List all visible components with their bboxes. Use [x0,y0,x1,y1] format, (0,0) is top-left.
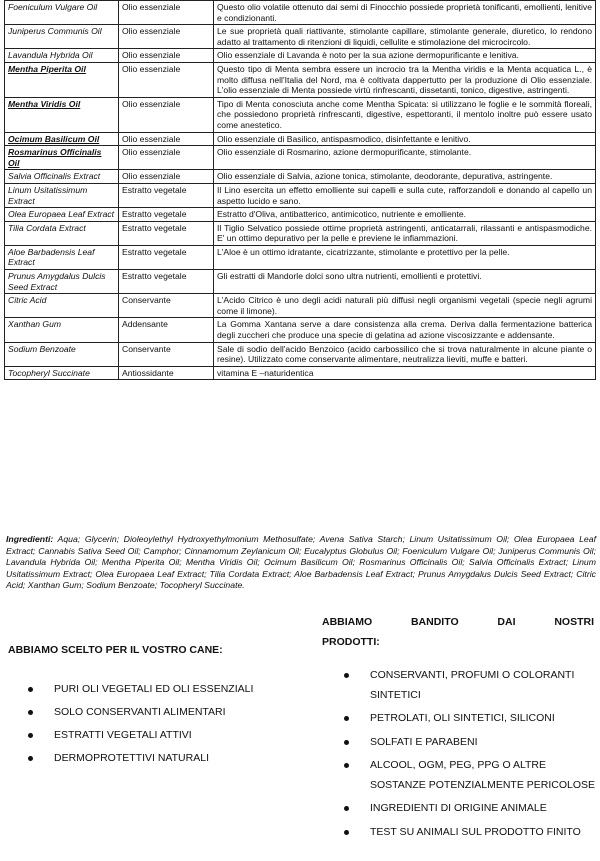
ingredient-description-cell: Le sue proprietà quali riattivante, stimolante capillare, stimolante generale, diuretico, lo rendono adatto al trattamento di ritenzioni di liquidi, cellulite e stimolazione del microcircolo. [214,25,596,49]
ingredient-type-cell: Olio essenziale [119,49,214,63]
bullet-icon [28,710,33,715]
ingredient-name-cell: Prunus Amygdalus Dulcis Seed Extract [5,270,119,294]
banned-title-line2: PRODOTTI: [322,636,380,648]
ingredient-type-cell: Estratto vegetale [119,183,214,207]
ingredient-type-cell: Antiossidante [119,366,214,380]
list-item: ESTRATTI VEGETALI ATTIVI [28,728,298,751]
ingredient-type-cell: Estratto vegetale [119,245,214,269]
chosen-list [28,682,298,774]
table-row [5,183,596,207]
ingredient-description-cell: vitamina E –naturidentica [214,366,596,380]
bullet-icon [28,756,33,761]
ingredient-name-cell: Linum Usitatissimum Extract [5,183,119,207]
table-row [5,62,596,97]
list-item: PURI OLI VEGETALI ED OLI ESSENZIALI [28,682,298,705]
ingredient-name-cell: Salvia Officinalis Extract [5,170,119,184]
ingredient-description-cell: L'Acido Citrico è uno degli acidi naturali più diffusi negli organismi vegetali (specie negli agrumi come il limone). [214,294,596,318]
bullet-icon [344,740,349,745]
ingredient-description-cell: La Gomma Xantana serve a dare consistenza alla crema. Deriva dalla fermentazione batterica degli zuccheri che produce una specie di gelatina ad azione viscosizzante e addensante. [214,318,596,342]
list-item: SOLFATI E PARABENI [344,733,596,753]
ingredients-text: Aqua; Glycerin; Dioleoylethyl Hydroxyethylmonium Methosulfate; Avena Sativa Starch; Linum Usitatissimum Oil; Olea Europaea Leaf Extract; Cannabis Sativa Seed Oil; Camphor; Cinnamomum Zeylanicum Oil; Eucalyptus Globulus Oil; Foeniculum Vulgare Oil; Juniperus Communis Oil; Lavandula Hybrida Oil; Mentha Piperita Oil; Mentha Viridis Oil; Ocimum Basilicum Oil; Rosmarinus Officinalis Oil; Salvia Officinalis Extract; Linum Usitatissimum Extract; Olea Europaea Leaf Extract; Tilia Cordata Extract; Aloe Barbadensis Leaf Extract; Prunus Amygdalus Dulcis Seed Extract; Citric Acid; Xanthan Gum; Sodium Benzoate; Tocopheryl Succinate. [6,534,596,591]
bullet-icon [28,687,33,692]
ingredient-description-cell: Il Lino esercita un effetto emolliente sui capelli e sulla cute, rafforzandoli e donando al capello un aspetto lucido e sano. [214,183,596,207]
table-row [5,170,596,184]
ingredient-description-cell: Sale di sodio dell'acido Benzoico (acido carbossilico che si trova naturalmente in alcune piante o resine). Utilizzato come conservante alimentare, neutralizza lieviti, muffe e batteri. [214,342,596,366]
ingredient-description-cell: Olio essenziale di Basilico, antispasmodico, disinfettante e lenitivo. [214,132,596,146]
ingredient-description-cell: Il Tiglio Selvatico possiede ottime proprietà astringenti, anticatarrali, rilassanti e antispasmodiche. E' un ottimo depurativo per la pelle e previene le infiammazioni. [214,221,596,245]
ingredient-type-cell: Addensante [119,318,214,342]
table-row [5,318,596,342]
ingredient-type-cell: Conservante [119,294,214,318]
bullet-icon [344,716,349,721]
ingredient-description-cell: Olio essenziale di Salvia, azione tonica, stimolante, deodorante, depurativa, astringente. [214,170,596,184]
list-item: CONSERVANTI, PROFUMI O COLORANTI SINTETICI [344,666,596,705]
ingredient-type-cell: Olio essenziale [119,25,214,49]
ingredient-name-cell: Ocimum Basilicum Oil [5,132,119,146]
banned-title-line1: ABBIAMO BANDITO DAI NOSTRI [322,616,594,628]
table-row [5,132,596,146]
chosen-title: ABBIAMO SCELTO PER IL VOSTRO CANE: [8,644,223,656]
ingredient-name-cell: Lavandula Hybrida Oil [5,49,119,63]
banned-list [344,666,596,842]
table-row [5,245,596,269]
claims-section [0,600,600,861]
ingredients-paragraph [6,534,596,592]
table-row [5,366,596,380]
ingredient-type-cell: Olio essenziale [119,146,214,170]
table-row [5,342,596,366]
banned-title [322,612,594,652]
list-item: PETROLATI, OLI SINTETICI, SILICONI [344,709,596,729]
ingredient-description-cell: Tipo di Menta conosciuta anche come Mentha Spicata: si utilizzano le foglie e le sommità floreali, che possiedono proprietà rinfrescanti, digestive, espettoranti, il mentolo inoltre può essere usato come anestetico. [214,97,596,132]
ingredient-description-cell: Questo tipo di Menta sembra essere un incrocio tra la Mentha viridis e la Menta acquatica L., è molto diffusa nell'Italia del Nord, ma è coltivata dappertutto per la produzione di Olio essenziale. L'olio essenziale di Menta possiede virtù rinfrescanti, dissetanti, tonico, digestive, astringenti. [214,62,596,97]
table-row [5,1,596,25]
list-item: SOLO CONSERVANTI ALIMENTARI [28,705,298,728]
ingredient-name-cell: Tilia Cordata Extract [5,221,119,245]
bullet-icon [28,733,33,738]
ingredient-type-cell: Conservante [119,342,214,366]
bullet-icon [344,806,349,811]
ingredient-type-cell: Olio essenziale [119,1,214,25]
ingredient-type-cell: Olio essenziale [119,97,214,132]
list-item: TEST SU ANIMALI SUL PRODOTTO FINITO [344,823,596,843]
ingredient-description-cell: L'Aloe è un ottimo idratante, cicatrizzante, stimolante e protettivo per la pelle. [214,245,596,269]
ingredient-description-cell: Olio essenziale di Rosmarino, azione dermopurificante, stimolante. [214,146,596,170]
ingredient-name-cell: Rosmarinus Officinalis Oil [5,146,119,170]
ingredient-name-cell: Xanthan Gum [5,318,119,342]
ingredient-type-cell: Estratto vegetale [119,221,214,245]
ingredient-name-cell: Mentha Piperita Oil [5,62,119,97]
table-row [5,97,596,132]
ingredient-name-cell: Foeniculum Vulgare Oil [5,1,119,25]
ingredient-name-cell: Citric Acid [5,294,119,318]
ingredient-description-cell: Estratto d'Oliva, antibatterico, antimicotico, nutriente e emolliente. [214,208,596,222]
bullet-icon [344,673,349,678]
table-row [5,49,596,63]
ingredients-table [4,0,596,380]
table-row [5,146,596,170]
table-row [5,221,596,245]
ingredient-type-cell: Olio essenziale [119,62,214,97]
bullet-icon [344,830,349,835]
ingredients-label: Ingredienti: [6,534,54,544]
table-row [5,25,596,49]
ingredient-description-cell: Olio essenziale di Lavanda è noto per la sua azione dermopurificante e lenitiva. [214,49,596,63]
ingredient-name-cell: Olea Europaea Leaf Extract [5,208,119,222]
ingredient-name-cell: Tocopheryl Succinate [5,366,119,380]
ingredient-type-cell: Olio essenziale [119,132,214,146]
list-item: DERMOPROTETTIVI NATURALI [28,751,298,774]
table-row [5,270,596,294]
table-row [5,294,596,318]
ingredient-type-cell: Olio essenziale [119,170,214,184]
list-item: INGREDIENTI DI ORIGINE ANIMALE [344,799,596,819]
ingredient-description-cell: Gli estratti di Mandorle dolci sono ultra nutrienti, emollienti e protettivi. [214,270,596,294]
ingredient-name-cell: Sodium Benzoate [5,342,119,366]
ingredient-name-cell: Aloe Barbadensis Leaf Extract [5,245,119,269]
ingredient-description-cell: Questo olio volatile ottenuto dai semi di Finocchio possiede proprietà tonificanti, emollienti, lenitive e condizionanti. [214,1,596,25]
ingredient-type-cell: Estratto vegetale [119,270,214,294]
ingredient-name-cell: Juniperus Communis Oil [5,25,119,49]
bullet-icon [344,763,349,768]
ingredient-type-cell: Estratto vegetale [119,208,214,222]
ingredient-name-cell: Mentha Viridis Oil [5,97,119,132]
list-item: ALCOOL, OGM, PEG, PPG O ALTRE SOSTANZE POTENZIALMENTE PERICOLOSE [344,756,596,795]
table-row [5,208,596,222]
